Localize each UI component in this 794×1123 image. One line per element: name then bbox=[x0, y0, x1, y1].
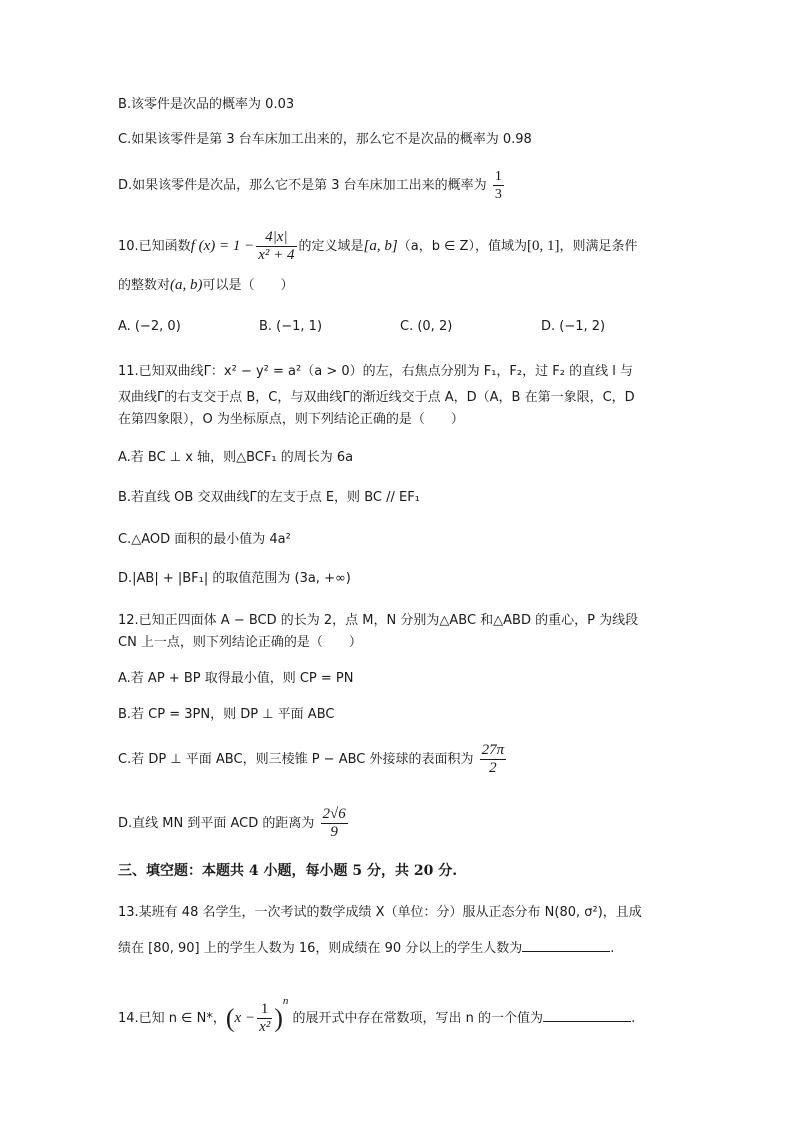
q9-option-c: C.如果该零件是第 3 台车床加工出来的，那么它不是次品的概率为 0.98 bbox=[118, 132, 532, 147]
q14-answer-blank[interactable] bbox=[543, 1007, 631, 1022]
q12-option-b: B.若 CP = 3PN，则 DP ⊥ 平面 ABC bbox=[118, 707, 335, 722]
q12-option-d-text: D.直线 MN 到平面 ACD 的距离为 bbox=[118, 816, 315, 831]
q12-option-a: A.若 AP + BP 取得最小值，则 CP = PN bbox=[118, 671, 354, 686]
q10-option-c: C. (0, 2) bbox=[400, 319, 453, 334]
q11-stem-line1: 11.已知双曲线Γ：x² − y² = a²（a > 0）的左，右焦点分别为 F₁，F₂，过 F₂ 的直线 l 与 bbox=[118, 364, 633, 379]
q13-stem-line2: 绩在 [80, 90] 上的学生人数为 16，则成绩在 90 分以上的学生人数为 . bbox=[118, 937, 614, 958]
q10-options bbox=[118, 318, 682, 336]
q9-option-d-fraction: $\frac{1}{3}$ bbox=[494, 169, 502, 202]
q10-stem-line2: 的整数对(a, b)可以是（ ） bbox=[118, 277, 294, 293]
q9-option-b: B.该零件是次品的概率为 0.03 bbox=[118, 97, 295, 112]
q11-option-b: B.若直线 OB 交双曲线Γ的左支于点 E，则 BC // EF₁ bbox=[118, 490, 420, 505]
section-three-heading: 三、填空题：本题共 4 小题，每小题 5 分，共 20 分. bbox=[118, 863, 458, 879]
q12-option-d bbox=[118, 806, 350, 841]
q12-option-c bbox=[118, 742, 508, 777]
q12-option-d-fraction: $\frac{2√6}{9}$ bbox=[322, 806, 346, 840]
q10-option-a: A. (−2, 0) bbox=[118, 319, 181, 334]
q9-option-d bbox=[118, 168, 506, 203]
q9-option-d-text: D.如果该零件是次品，那么它不是第 3 台车床加工出来的概率为 bbox=[118, 178, 487, 193]
q11-stem-line2: 双曲线Γ的右支交于点 B，C，与双曲线Γ的渐近线交于点 A，D（A，B 在第一象限，C，D bbox=[118, 390, 635, 405]
q12-stem-line1: 12.已知正四面体 A − BCD 的长为 2，点 M，N 分别为△ABC 和△ABD 的重心，P 为线段 bbox=[118, 613, 639, 628]
q13-stem-line1: 13.某班有 48 名学生，一次考试的数学成绩 X（单位：分）服从正态分布 N(80, σ²)，且成 bbox=[118, 905, 642, 920]
q12-option-c-fraction: $\frac{27\pi}{2}$ bbox=[481, 742, 505, 776]
q14-stem: 14.已知 n ∈ N*，(x − $\frac{1}{\text{x²}}$ )$^n$ 的展开式中存在常数项，写出 n 的一个值为 . bbox=[118, 995, 636, 1035]
q10-option-d: D. (−1, 2) bbox=[541, 319, 606, 334]
q10-fraction: $\frac{4|x|}{\text{x² + 4}}$ bbox=[258, 229, 295, 263]
q12-option-c-text: C.若 DP ⊥ 平面 ABC，则三棱锥 P − ABC 外接球的表面积为 bbox=[118, 752, 474, 767]
q10-option-b: B. (−1, 1) bbox=[259, 319, 323, 334]
q14-fraction: $\frac{1}{\text{x²}}$ bbox=[259, 1001, 271, 1035]
q11-option-d: D.|AB| + |BF₁| 的取值范围为 (3a, +∞) bbox=[118, 571, 351, 586]
q13-answer-blank[interactable] bbox=[522, 937, 610, 952]
q11-option-a: A.若 BC ⊥ x 轴，则△BCF₁ 的周长为 6a bbox=[118, 450, 354, 465]
q11-stem-line3: 在第四象限），O 为坐标原点，则下列结论正确的是（ ） bbox=[118, 412, 464, 427]
q11-option-c: C.△AOD 面积的最小值为 4a² bbox=[118, 532, 291, 547]
q10-stem-line1: 10.已知函数f (x) = 1 − $\frac{4|x|}{\text{x² + 4}}$ 的定义域是[a, b]（a，b ∈ Z），值域为[0, 1]，则满足条件 bbox=[118, 229, 638, 263]
q12-stem-line2: CN 上一点，则下列结论正确的是（ ） bbox=[118, 635, 362, 650]
